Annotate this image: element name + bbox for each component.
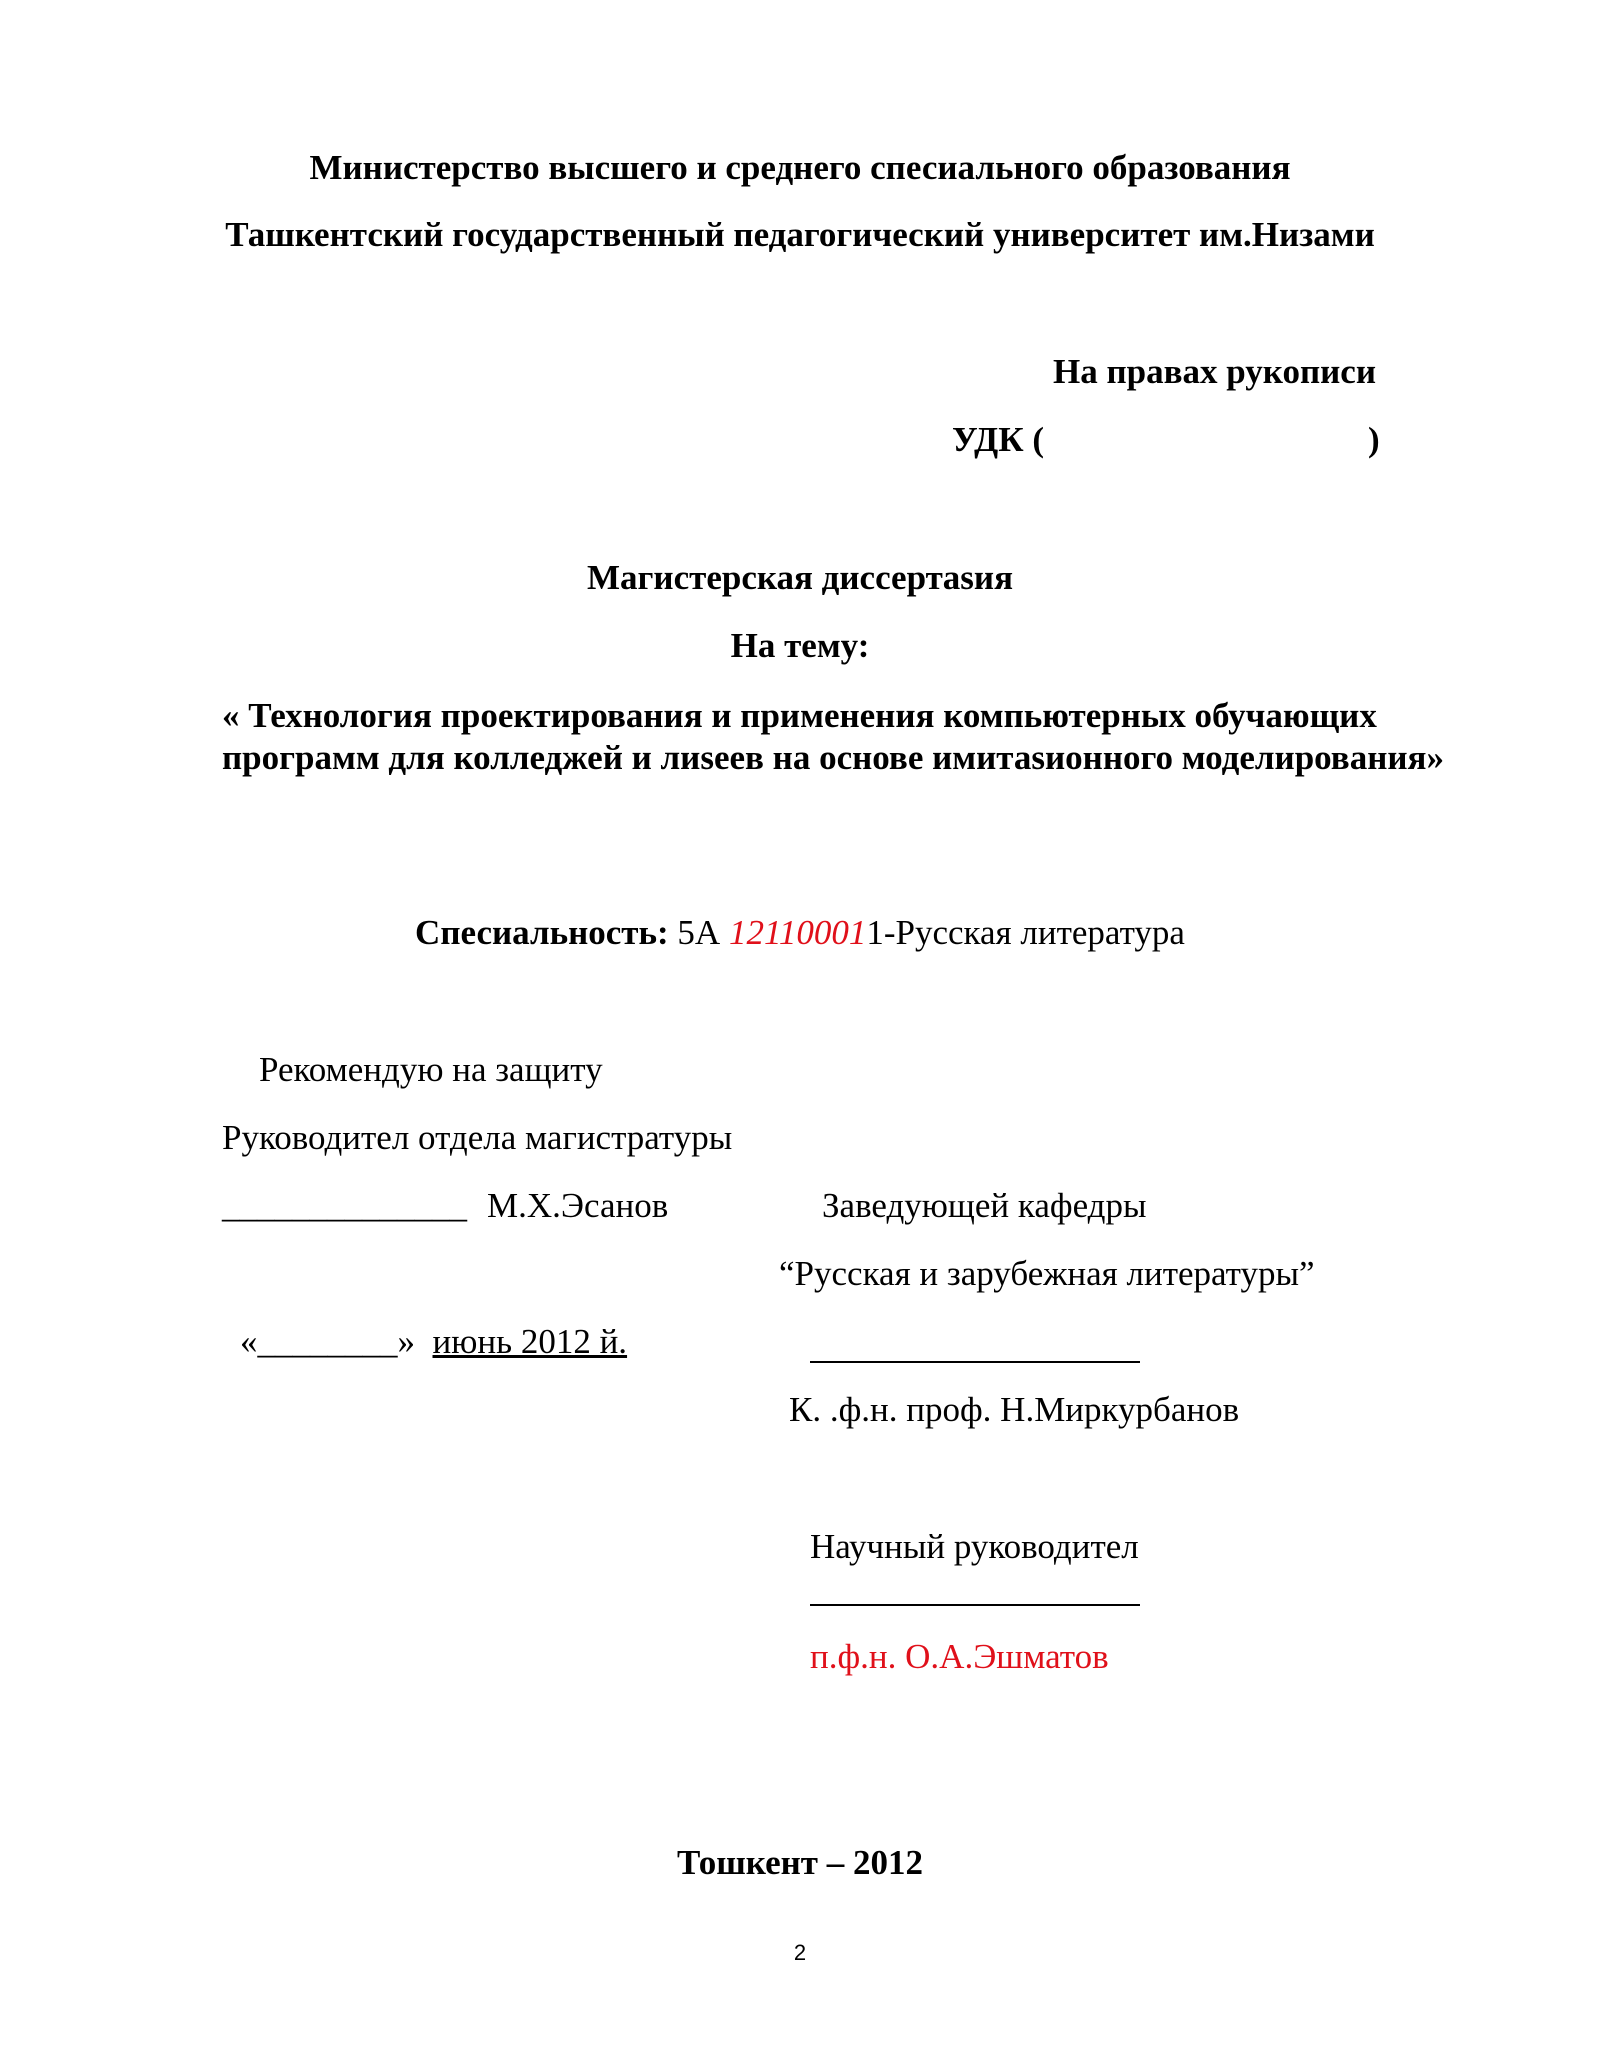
udk-label: УДК ( xyxy=(952,420,1045,459)
supervisor-signature-line xyxy=(810,1604,1140,1606)
university-heading: Ташкентский государственный педагогический университет им.Низами xyxy=(225,215,1375,254)
ministry-heading: Министерство высшего и среднего спесиального образования xyxy=(309,148,1291,187)
dissertation-topic: « Технология проектирования и применения компьютерных обучающих программ для колледжей и лиseeв на основе имитаsионного моделирования» xyxy=(222,696,1444,777)
supervisor-label: Научный руководител xyxy=(810,1527,1139,1566)
department-name: “Русская и зарубежная литературы” xyxy=(779,1254,1315,1293)
specialty-label: Спесиальность: xyxy=(415,913,669,952)
specialty-prefix: 5А xyxy=(668,913,729,952)
udk-close-bracket: ) xyxy=(1368,420,1380,459)
date-line xyxy=(240,1322,627,1362)
page-number: 2 xyxy=(793,1940,807,1965)
left-signer-name: М.Х.Эсанов xyxy=(487,1186,669,1225)
specialty-code: 12110001 xyxy=(728,913,867,952)
chair-head-label: Заведующей кафедры xyxy=(822,1186,1147,1225)
specialty-name: 1-Русская литература xyxy=(866,913,1185,952)
specialty-line xyxy=(0,913,1600,953)
date-month-year: июнь 2012 й. xyxy=(432,1322,628,1361)
master-department-head-label: Руководител отдела магистратуры xyxy=(222,1118,733,1157)
date-close-quote: » xyxy=(397,1322,415,1361)
city-year: Тошкент – 2012 xyxy=(676,1843,923,1882)
topic-label: На тему: xyxy=(730,626,870,665)
chair-signature-line xyxy=(810,1361,1140,1363)
supervisor-name: п.ф.н. О.А.Эшматов xyxy=(810,1637,1109,1676)
left-signature-line: ______________ xyxy=(222,1186,467,1225)
recommend-label: Рекомендую на защиту xyxy=(259,1050,603,1089)
date-open-quote: « xyxy=(240,1322,258,1361)
chair-head-name: К. .ф.н. проф. Н.Миркурбанов xyxy=(789,1390,1240,1429)
manuscript-rights-label: На правах рукописи xyxy=(1053,352,1376,391)
date-day-blank: ________ xyxy=(257,1322,398,1361)
work-type-title: Магистерская диссертasия xyxy=(587,558,1013,597)
